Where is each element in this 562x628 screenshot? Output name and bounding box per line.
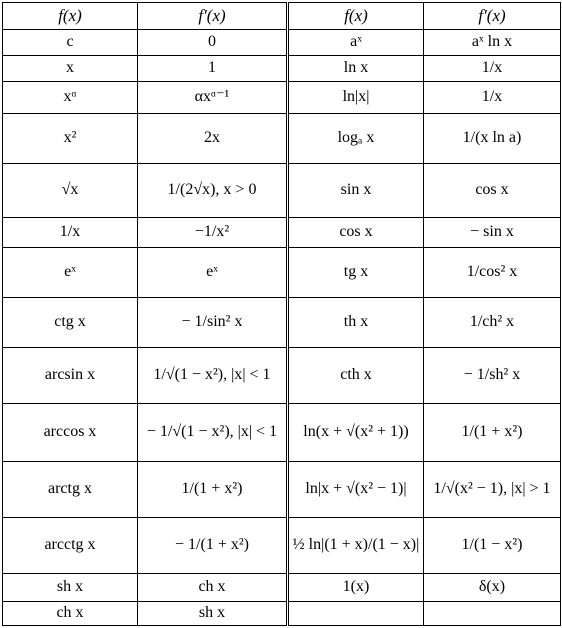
formula-text: eˣ [206, 263, 218, 281]
table-row [3, 218, 561, 248]
cell-derivative-left [138, 218, 288, 248]
header-derivative-left: f′(x) [138, 3, 288, 30]
formula-text: − 1/sh² x [463, 366, 521, 384]
formula-text: 1/cos² x [466, 263, 518, 281]
formula-text: eˣ [64, 263, 76, 281]
table-body [3, 3, 561, 626]
table-row [3, 602, 561, 626]
cell-function-left [3, 462, 138, 518]
cell-derivative-left [138, 30, 288, 56]
cell-derivative-right [424, 298, 561, 348]
cell-function-left [3, 348, 138, 404]
cell-function-left [3, 56, 138, 82]
formula-text: 1/ch² x [469, 313, 515, 331]
formula-text: 1/√(1 − x²), |x| < 1 [153, 366, 271, 384]
formula-text: 1/√(x² − 1), |x| > 1 [433, 480, 551, 498]
cell-function-left [3, 404, 138, 462]
table-row [3, 30, 561, 56]
cell-derivative-left [138, 518, 288, 574]
cell-function-left [3, 30, 138, 56]
cell-function-right [288, 248, 424, 298]
formula-text: ½ ln|(1 + x)/(1 − x)| [292, 536, 420, 554]
cell-function-right [288, 574, 424, 602]
table-row [3, 574, 561, 602]
formula-text: arcctg x [44, 536, 96, 554]
cell-derivative-right [424, 56, 561, 82]
cell-derivative-left [138, 404, 288, 462]
cell-function-left [3, 164, 138, 218]
table-row [3, 404, 561, 462]
formula-text: ln x [343, 59, 369, 77]
formula-text: ln(x + √(x² + 1)) [303, 423, 409, 441]
formula-text: 1/(1 + x²) [181, 480, 243, 498]
cell-derivative-left [138, 82, 288, 114]
formula-text: αxᵅ⁻¹ [194, 88, 230, 106]
cell-derivative-left [138, 602, 288, 626]
cell-derivative-left [138, 56, 288, 82]
formula-text: sh x [198, 604, 226, 622]
cell-function-left [3, 248, 138, 298]
formula-text: x [66, 59, 74, 77]
cell-derivative-right [424, 30, 561, 56]
cell-derivative-right [424, 348, 561, 404]
cell-function-right [288, 404, 424, 462]
cell-derivative-right [424, 248, 561, 298]
formula-text: − 1/(1 + x²) [175, 536, 249, 554]
formula-text: cos x [339, 223, 373, 241]
formula-text: ch x [198, 578, 226, 596]
cell-function-right [288, 602, 424, 626]
cell-function-left [3, 602, 138, 626]
derivatives-table [2, 2, 561, 626]
cell-derivative-right [424, 82, 561, 114]
table-row [3, 462, 561, 518]
cell-derivative-right [424, 404, 561, 462]
cell-derivative-left [138, 164, 288, 218]
formula-text: xᵅ [63, 88, 77, 106]
cell-function-left [3, 574, 138, 602]
formula-text: 0 [208, 33, 216, 51]
table-row [3, 164, 561, 218]
cell-derivative-right [424, 602, 561, 626]
cell-function-right [288, 164, 424, 218]
formula-text: tg x [343, 263, 369, 281]
formula-text: 1/(x ln a) [462, 129, 522, 147]
cell-derivative-right [424, 462, 561, 518]
formula-text: − sin x [470, 223, 514, 241]
cell-function-left [3, 518, 138, 574]
cell-function-right [288, 348, 424, 404]
formula-text: 1/x [481, 59, 503, 77]
cell-derivative-left [138, 348, 288, 404]
table-row [3, 518, 561, 574]
cell-derivative-left [138, 462, 288, 518]
formula-text: sin x [340, 181, 372, 199]
formula-text: 1/(1 + x²) [461, 423, 523, 441]
formula-text: −1/x² [194, 223, 230, 241]
table-row [3, 298, 561, 348]
formula-text: arctg x [48, 480, 92, 498]
formula-text: ln|x| [342, 88, 370, 106]
formula-text: aˣ ln x [471, 33, 513, 51]
cell-function-right [288, 518, 424, 574]
cell-function-right [288, 56, 424, 82]
formula-text: arcsin x [44, 366, 96, 384]
cell-function-right [288, 218, 424, 248]
cell-derivative-left [138, 574, 288, 602]
header-row [3, 3, 561, 30]
cell-function-left [3, 82, 138, 114]
formula-text: cth x [340, 366, 372, 384]
formula-text: 1/x [59, 223, 81, 241]
cell-function-left [3, 114, 138, 164]
formula-text: − 1/sin² x [181, 313, 243, 331]
header-derivative-right: f′(x) [424, 3, 561, 30]
formula-text: sh x [56, 578, 84, 596]
cell-function-right [288, 114, 424, 164]
cell-derivative-left [138, 298, 288, 348]
header-function-right: f(x) [288, 3, 424, 30]
cell-function-left [3, 298, 138, 348]
cell-derivative-right [424, 218, 561, 248]
cell-function-right [288, 30, 424, 56]
cell-derivative-left [138, 248, 288, 298]
formula-text: ln|x + √(x² − 1)| [305, 480, 407, 498]
header-function-left: f(x) [3, 3, 138, 30]
table-row [3, 248, 561, 298]
formula-text: δ(x) [478, 578, 506, 596]
formula-text: 1(x) [342, 578, 370, 596]
formula-text: logₐ x [337, 129, 375, 147]
cell-function-right [288, 298, 424, 348]
cell-function-right [288, 82, 424, 114]
table-row [3, 114, 561, 164]
cell-derivative-right [424, 518, 561, 574]
formula-text: c [66, 33, 74, 51]
formula-text: √x [61, 181, 79, 199]
cell-derivative-right [424, 574, 561, 602]
cell-function-left [3, 218, 138, 248]
formula-text: aˣ [350, 33, 362, 51]
formula-text: 2x [204, 129, 220, 147]
table-row [3, 82, 561, 114]
table-row [3, 348, 561, 404]
table-row [3, 56, 561, 82]
formula-text: cos x [475, 181, 509, 199]
formula-text: arccos x [43, 423, 97, 441]
formula-text: − 1/√(1 − x²), |x| < 1 [146, 423, 278, 441]
cell-function-right [288, 462, 424, 518]
cell-derivative-right [424, 164, 561, 218]
formula-text: 1/(1 − x²) [461, 536, 523, 554]
formula-text: 1/(2√x), x > 0 [167, 181, 257, 199]
formula-text: 1 [208, 59, 216, 77]
formula-text: x² [63, 129, 77, 147]
formula-text: th x [343, 313, 369, 331]
cell-derivative-right [424, 114, 561, 164]
formula-text: ctg x [54, 313, 86, 331]
formula-text: 1/x [481, 88, 503, 106]
cell-derivative-left [138, 114, 288, 164]
formula-text: ch x [56, 604, 84, 622]
